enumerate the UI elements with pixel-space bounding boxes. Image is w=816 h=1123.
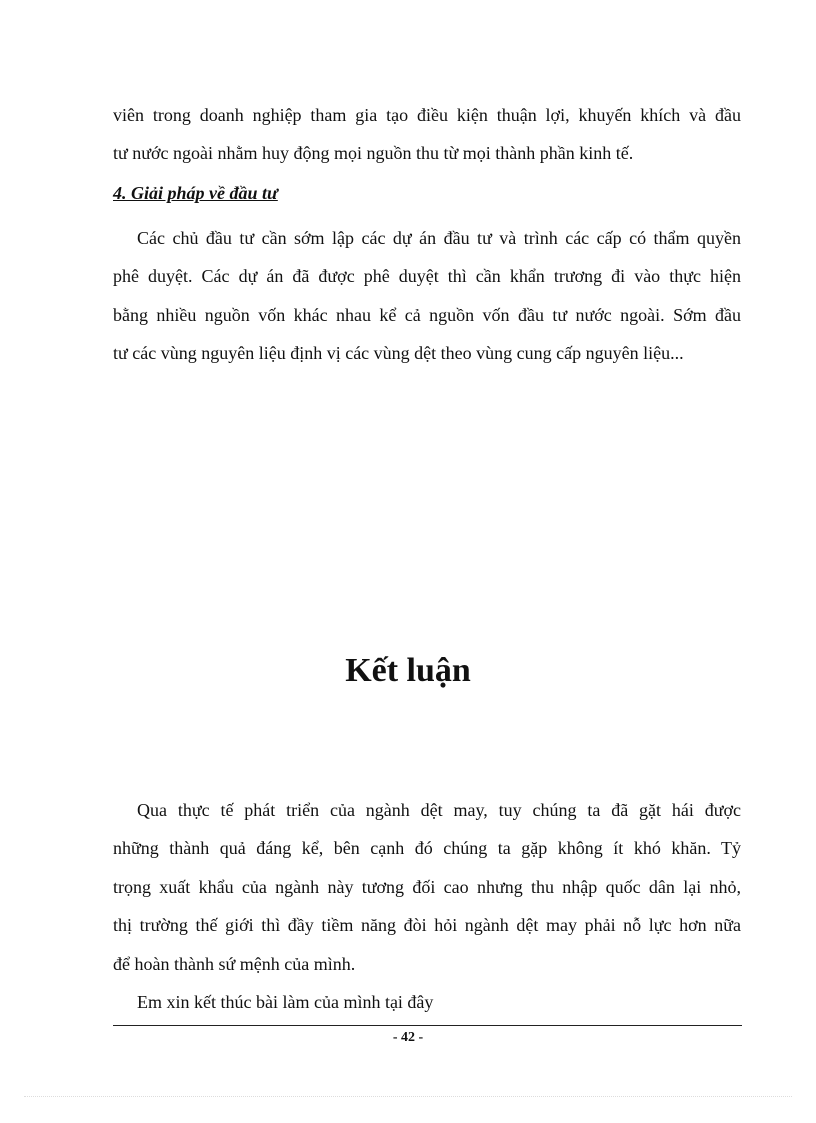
conclusion-line-1: Qua thực tế phát triển của ngành dệt may, tuy chúng ta đã gặt hái được	[137, 800, 741, 820]
conclusion-line-4: thị trường thế giới thì đầy tiềm năng đòi hỏi ngành dệt may phải nỗ lực hơn nữa	[113, 915, 741, 935]
conclusion-line-2: những thành quả đáng kể, bên cạnh đó chúng ta gặp không ít khó khăn. Tỷ	[113, 838, 741, 858]
page-bottom-edge	[24, 1096, 792, 1097]
conclusion-closing: Em xin kết thúc bài làm của mình tại đây	[137, 992, 434, 1012]
section4-line-1: Các chủ đầu tư cần sớm lập các dự án đầu tư và trình các cấp có thẩm quyền	[137, 228, 741, 248]
footer-divider	[113, 1025, 742, 1026]
section4-line-3: bằng nhiều nguồn vốn khác nhau kể cả nguồn vốn đầu tư nước ngoài. Sớm đầu	[113, 305, 741, 325]
intro-line-1: viên trong doanh nghiệp tham gia tạo điều kiện thuận lợi, khuyến khích và đầu	[113, 105, 741, 125]
section4-line-2: phê duyệt. Các dự án đã được phê duyệt thì cần khẩn trương đi vào thực hiện	[113, 266, 741, 286]
conclusion-line-5: để hoàn thành sứ mệnh của mình.	[113, 954, 356, 974]
page-number: - 42 -	[392, 1030, 424, 1045]
intro-line-2: tư nước ngoài nhằm huy động mọi nguồn thu từ mọi thành phần kinh tế.	[113, 143, 634, 163]
conclusion-title: Kết luận	[345, 652, 471, 689]
section-heading: 4. Giải pháp về đầu tư	[113, 183, 278, 203]
section4-line-4: tư các vùng nguyên liệu định vị các vùng dệt theo vùng cung cấp nguyên liệu...	[113, 343, 684, 363]
conclusion-line-3: trọng xuất khẩu của ngành này tương đối cao nhưng thu nhập quốc dân lại nhỏ,	[113, 877, 741, 897]
